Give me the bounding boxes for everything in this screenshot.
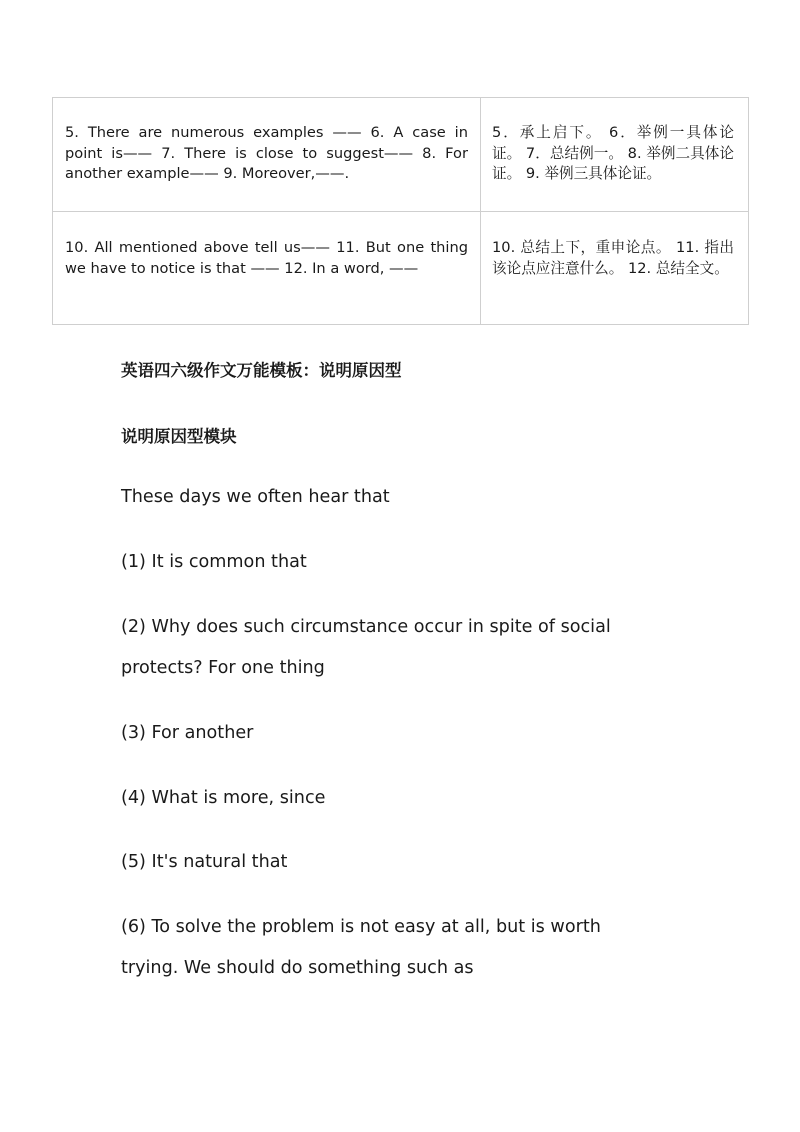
section-heading: 英语四六级作文万能模板：说明原因型	[121, 361, 402, 380]
template-paragraph: (2) Why does such circumstance occur in spite of social protects? For one thing	[121, 617, 611, 678]
table-row	[53, 98, 749, 212]
english-template-text: 5. There are numerous examples —— 6. A case in point is—— 7. There is close to suggest—— 8. For another example—— 9. Moreover,——.	[65, 124, 468, 182]
section-subheading: 说明原因型模块	[121, 427, 237, 446]
template-paragraph: (6) To solve the problem is not easy at all, but is worth trying. We should do something such as	[121, 917, 601, 978]
table-cell-english	[53, 98, 481, 212]
template-paragraph: These days we often hear that	[121, 487, 390, 507]
english-template-text: 10. All mentioned above tell us—— 11. But one thing we have to notice is that —— 12. In a word, ——	[65, 239, 468, 277]
table-row	[53, 212, 749, 325]
table-cell-chinese	[481, 98, 749, 212]
template-paragraph: (3) For another	[121, 723, 254, 743]
template-paragraph: (5) It's natural that	[121, 852, 288, 872]
template-paragraph: (4) What is more, since	[121, 788, 326, 808]
chinese-explanation-text: 10. 总结上下，重申论点。 11. 指出该论点应注意什么。 12. 总结全文。	[492, 239, 734, 277]
table-cell-english	[53, 212, 481, 325]
template-paragraph: (1) It is common that	[121, 552, 307, 572]
table-cell-chinese	[481, 212, 749, 325]
template-table	[52, 97, 749, 325]
chinese-explanation-text: 5．承上启下。 6．举例一具体论证。 7．总结例一。 8. 举例二具体论证。 9. 举例三具体论证。	[492, 124, 734, 182]
